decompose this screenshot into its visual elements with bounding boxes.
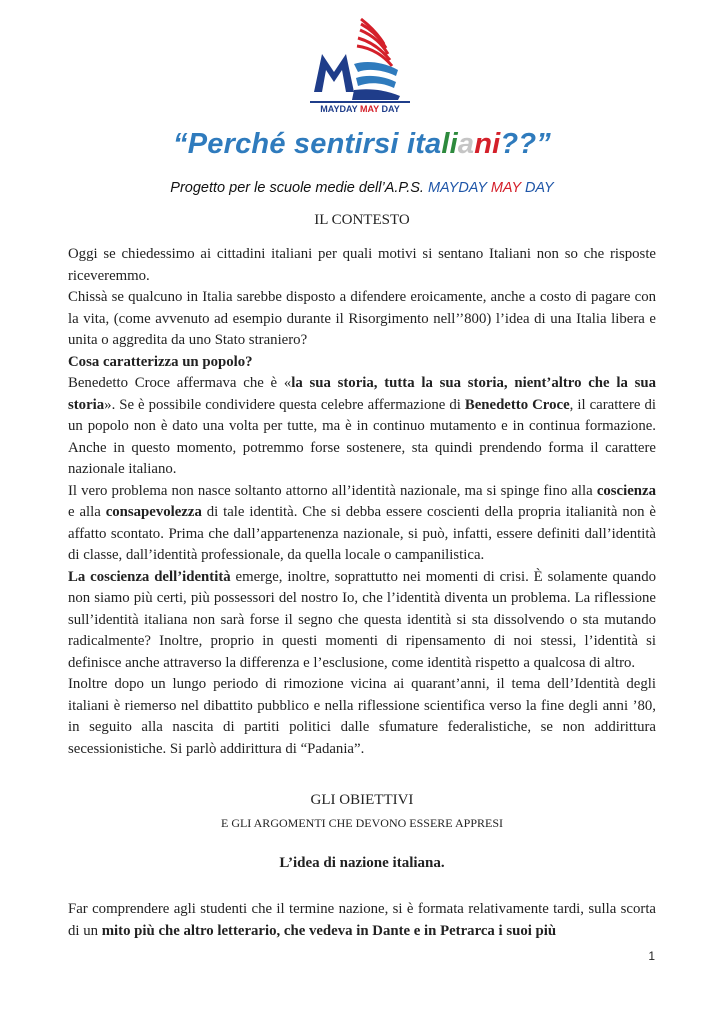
paragraph [68, 481, 656, 567]
title-red-part: ni [474, 128, 501, 160]
title-green-part: li [441, 128, 458, 160]
body-text [68, 244, 656, 760]
text-run: Il vero problema non nasce soltanto attorno all’identità nazionale, ma si spinge fino alla [68, 482, 597, 499]
bold-run: La coscienza dell’identità [68, 568, 231, 585]
title-suffix: ??” [500, 128, 551, 160]
question-bold: Cosa caratterizza un popolo? [68, 353, 253, 370]
document-title [0, 128, 724, 161]
paragraph [68, 567, 656, 675]
subtitle-day: DAY [520, 180, 554, 196]
page-number: 1 [648, 949, 655, 963]
title-part: “Perché sentirsi ita [173, 128, 442, 160]
paragraph: Inoltre dopo un lungo periodo di rimozione vicina ai quarant’anni, il tema dell’Identità degli italiani è riemerso nel dibattito pubblico e nella riflessione scientifica verso la fine degli anni ’80, in seguito alla nascita di partiti politici dalle sfumature federalistiche, se non addirittura secessionistiche. Si parlò addirittura di “Padania”. [68, 676, 656, 757]
subtitle-may: MAY [490, 180, 521, 196]
bold-run: mito più che altro letterario, che vedeva in Dante e in Petrarca i suoi più [101, 923, 557, 939]
svg-text:MAYDAY MAY DAY: MAYDAY MAY DAY [320, 104, 400, 114]
text-run: ». Se è possibile condividere questa celebre affermazione di [104, 396, 465, 413]
subtitle-text: Progetto per le scuole medie dell’A.P.S. [170, 180, 428, 196]
paragraph-question [68, 352, 656, 374]
paragraph [68, 373, 656, 481]
paragraph: Chissà se qualcuno in Italia sarebbe disposto a difendere eroicamente, anche a costo di pagare con la vita, (come avvenuto ad esempio durante il Risorgimento nell’’800) l’idea di una Italia libera e unita o aggredita da uno Stato straniero? [68, 289, 656, 348]
logo-graphic [300, 14, 420, 114]
final-paragraph [68, 898, 656, 942]
text-run: di tale identità. Che si debba essere coscienti della propria italianità non è affatto scontato. Prima che dall’appartenenza nazionale, si può, infatti, essere definiti dall’identità di classe, dall’identità professionale, da quella locale o campanilistica. [68, 504, 656, 563]
section-heading-nazione: L’idea di nazione italiana. [279, 855, 445, 871]
text-run: Benedetto Croce affermava che è « [68, 375, 292, 391]
title-white-part: a [457, 128, 475, 160]
bold-run: la sua storia, tutta la sua storia, nient’altro che la sua storia [68, 375, 656, 413]
bold-run: Benedetto Croce [464, 396, 570, 413]
section-heading-obiettivi: GLI OBIETTIVI [310, 792, 414, 808]
section-heading-contesto: IL CONTESTO [314, 212, 410, 228]
text-run: e alla [68, 504, 106, 520]
bold-run: coscienza [596, 482, 656, 499]
mayday-logo [300, 14, 420, 114]
text-run: emerge, inoltre, soprattutto nei momenti di crisi. È solamente quando non siamo più certi, più possessori del nostro Io, che l’identità diventa un problema. La riflessione sull’identità italiana non sarà forse il segno che questa identità si sta dissolvendo o sta mutando radicalmente? Inoltre, proprio in questi momenti di ripensamento di noi stessi, l’identità si definisce anche attraverso la differenza e l’esclusione, come identità rispetto a qualcosa di altro. [68, 568, 656, 671]
subtitle-mayday: MAYDAY [427, 180, 491, 196]
document-subtitle [0, 180, 724, 196]
text-run: , il carattere di un popolo non è dato una volta per tutte, ma è in continuo mutamento e in continua formazione. Anche in questo momento, potremmo forse sostenere, sta quindi prendendo forma il carattere nazionale italiano. [68, 396, 656, 477]
section-subheading: E GLI ARGOMENTI CHE DEVONO ESSERE APPRESI [220, 816, 503, 830]
bold-run: consapevolezza [105, 504, 202, 520]
text-run: Far comprendere agli studenti che il termine nazione, si è formata relativamente tardi, sulla scorta di un [68, 901, 656, 939]
paragraph: Oggi se chiedessimo ai cittadini italiani per quali motivi si sentano Italiani non so che risposte riceveremmo. [68, 246, 656, 284]
